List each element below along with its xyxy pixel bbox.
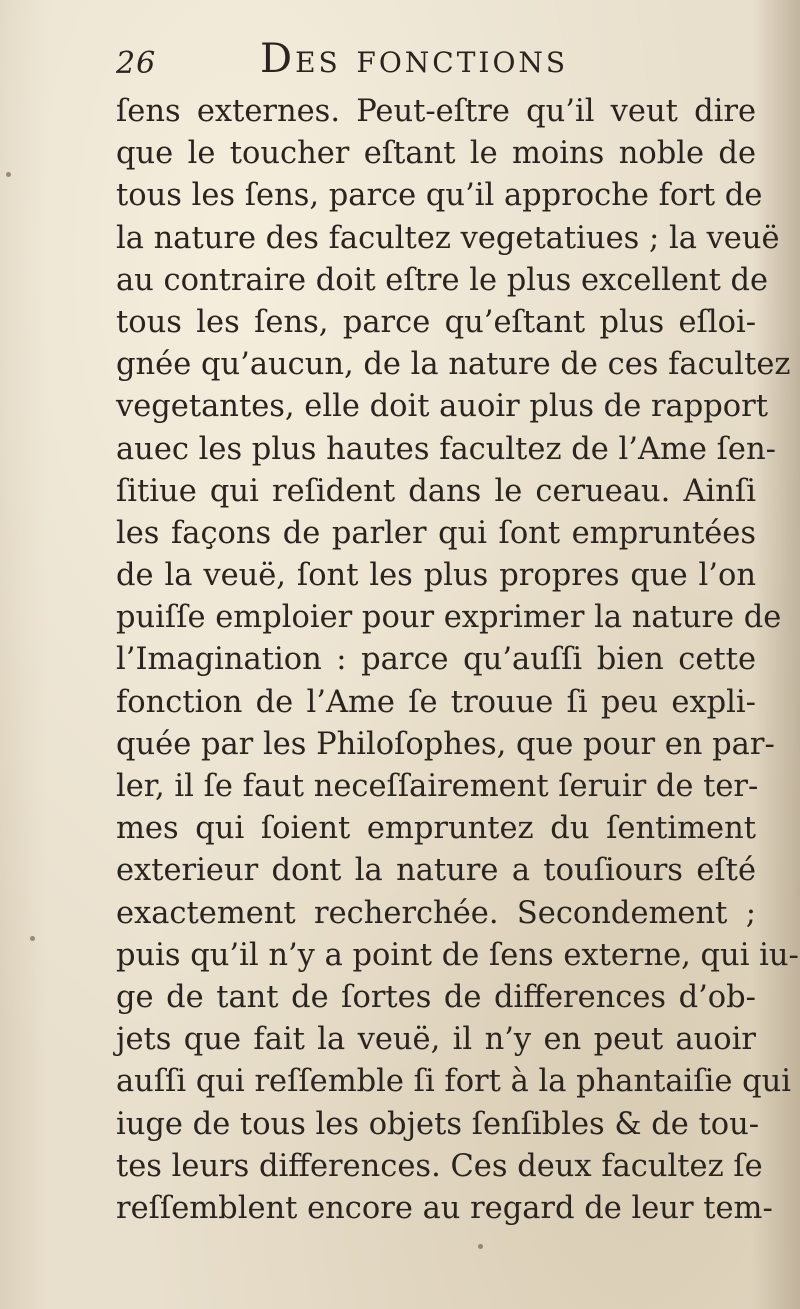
text-line: de la veuë, ſont les plus propres que l’on [116, 558, 756, 594]
text-line: ge de tant de ſortes de differences d’ob- [116, 979, 756, 1015]
text-line: l’Imagination : parce qu’auſſi bien cette [116, 642, 756, 678]
text-line: puiſſe emploier pour exprimer la nature de [116, 600, 782, 636]
text-line: exactement recherchée. Secondement ; [116, 895, 756, 931]
text-line: reſſemblent encore au regard de leur tem- [116, 1190, 773, 1226]
text-line: auec les plus hautes facultez de l’Ame ſen- [116, 431, 776, 467]
text-line: tous les ſens, parce qu’eſtant plus eſloi- [116, 304, 756, 340]
text-line: auſſi qui reſſemble ſi fort à la phantaiſie qui [116, 1064, 792, 1100]
text-line: quée par les Philoſophes, que pour en par- [116, 726, 775, 762]
text-line: iuge de tous les objets ſenſibles & de tou- [116, 1106, 760, 1142]
text-line: gnée qu’aucun, de la nature de ces facultez [116, 347, 791, 383]
text-line: mes qui ſoient empruntez du ſentiment [116, 811, 756, 847]
running-head: Des fonctions [260, 36, 569, 82]
text-line: ler, il ſe faut neceſſairement ſeruir de ter- [116, 769, 759, 804]
text-line: tous les ſens, parce qu’il approche fort de [116, 178, 763, 214]
paper-speck [30, 936, 35, 941]
paper-speck [478, 1244, 483, 1249]
page-number: 26 [116, 46, 157, 81]
text-line: ſitiue qui reſident dans le cerueau. Ainſi [116, 473, 756, 509]
text-line: fonction de l’Ame ſe trouue ſi peu expli- [116, 684, 756, 720]
text-line: jets que fait la veuë, il n’y en peut auoir [116, 1022, 756, 1058]
page-header [112, 36, 672, 88]
text-line: la nature des facultez vegetatiues ; la veuë [116, 220, 780, 256]
paper-speck [6, 172, 11, 177]
text-line: exterieur dont la nature a touſiours eſté [116, 853, 756, 889]
text-line: que le toucher eſtant le moins noble de [116, 136, 756, 172]
text-line: puis qu’il n’y a point de ſens externe, qui iu- [116, 937, 799, 973]
text-line: ſens externes. Peut-eſtre qu’il veut dire [116, 94, 756, 129]
text-line: tes leurs differences. Ces deux facultez ſe [116, 1148, 763, 1184]
text-line: les façons de parler qui ſont empruntées [116, 515, 756, 551]
text-line: au contraire doit eſtre le plus excellent de [116, 262, 769, 298]
body-text [116, 91, 799, 1230]
text-line: vegetantes, elle doit auoir plus de rapport [116, 389, 768, 425]
